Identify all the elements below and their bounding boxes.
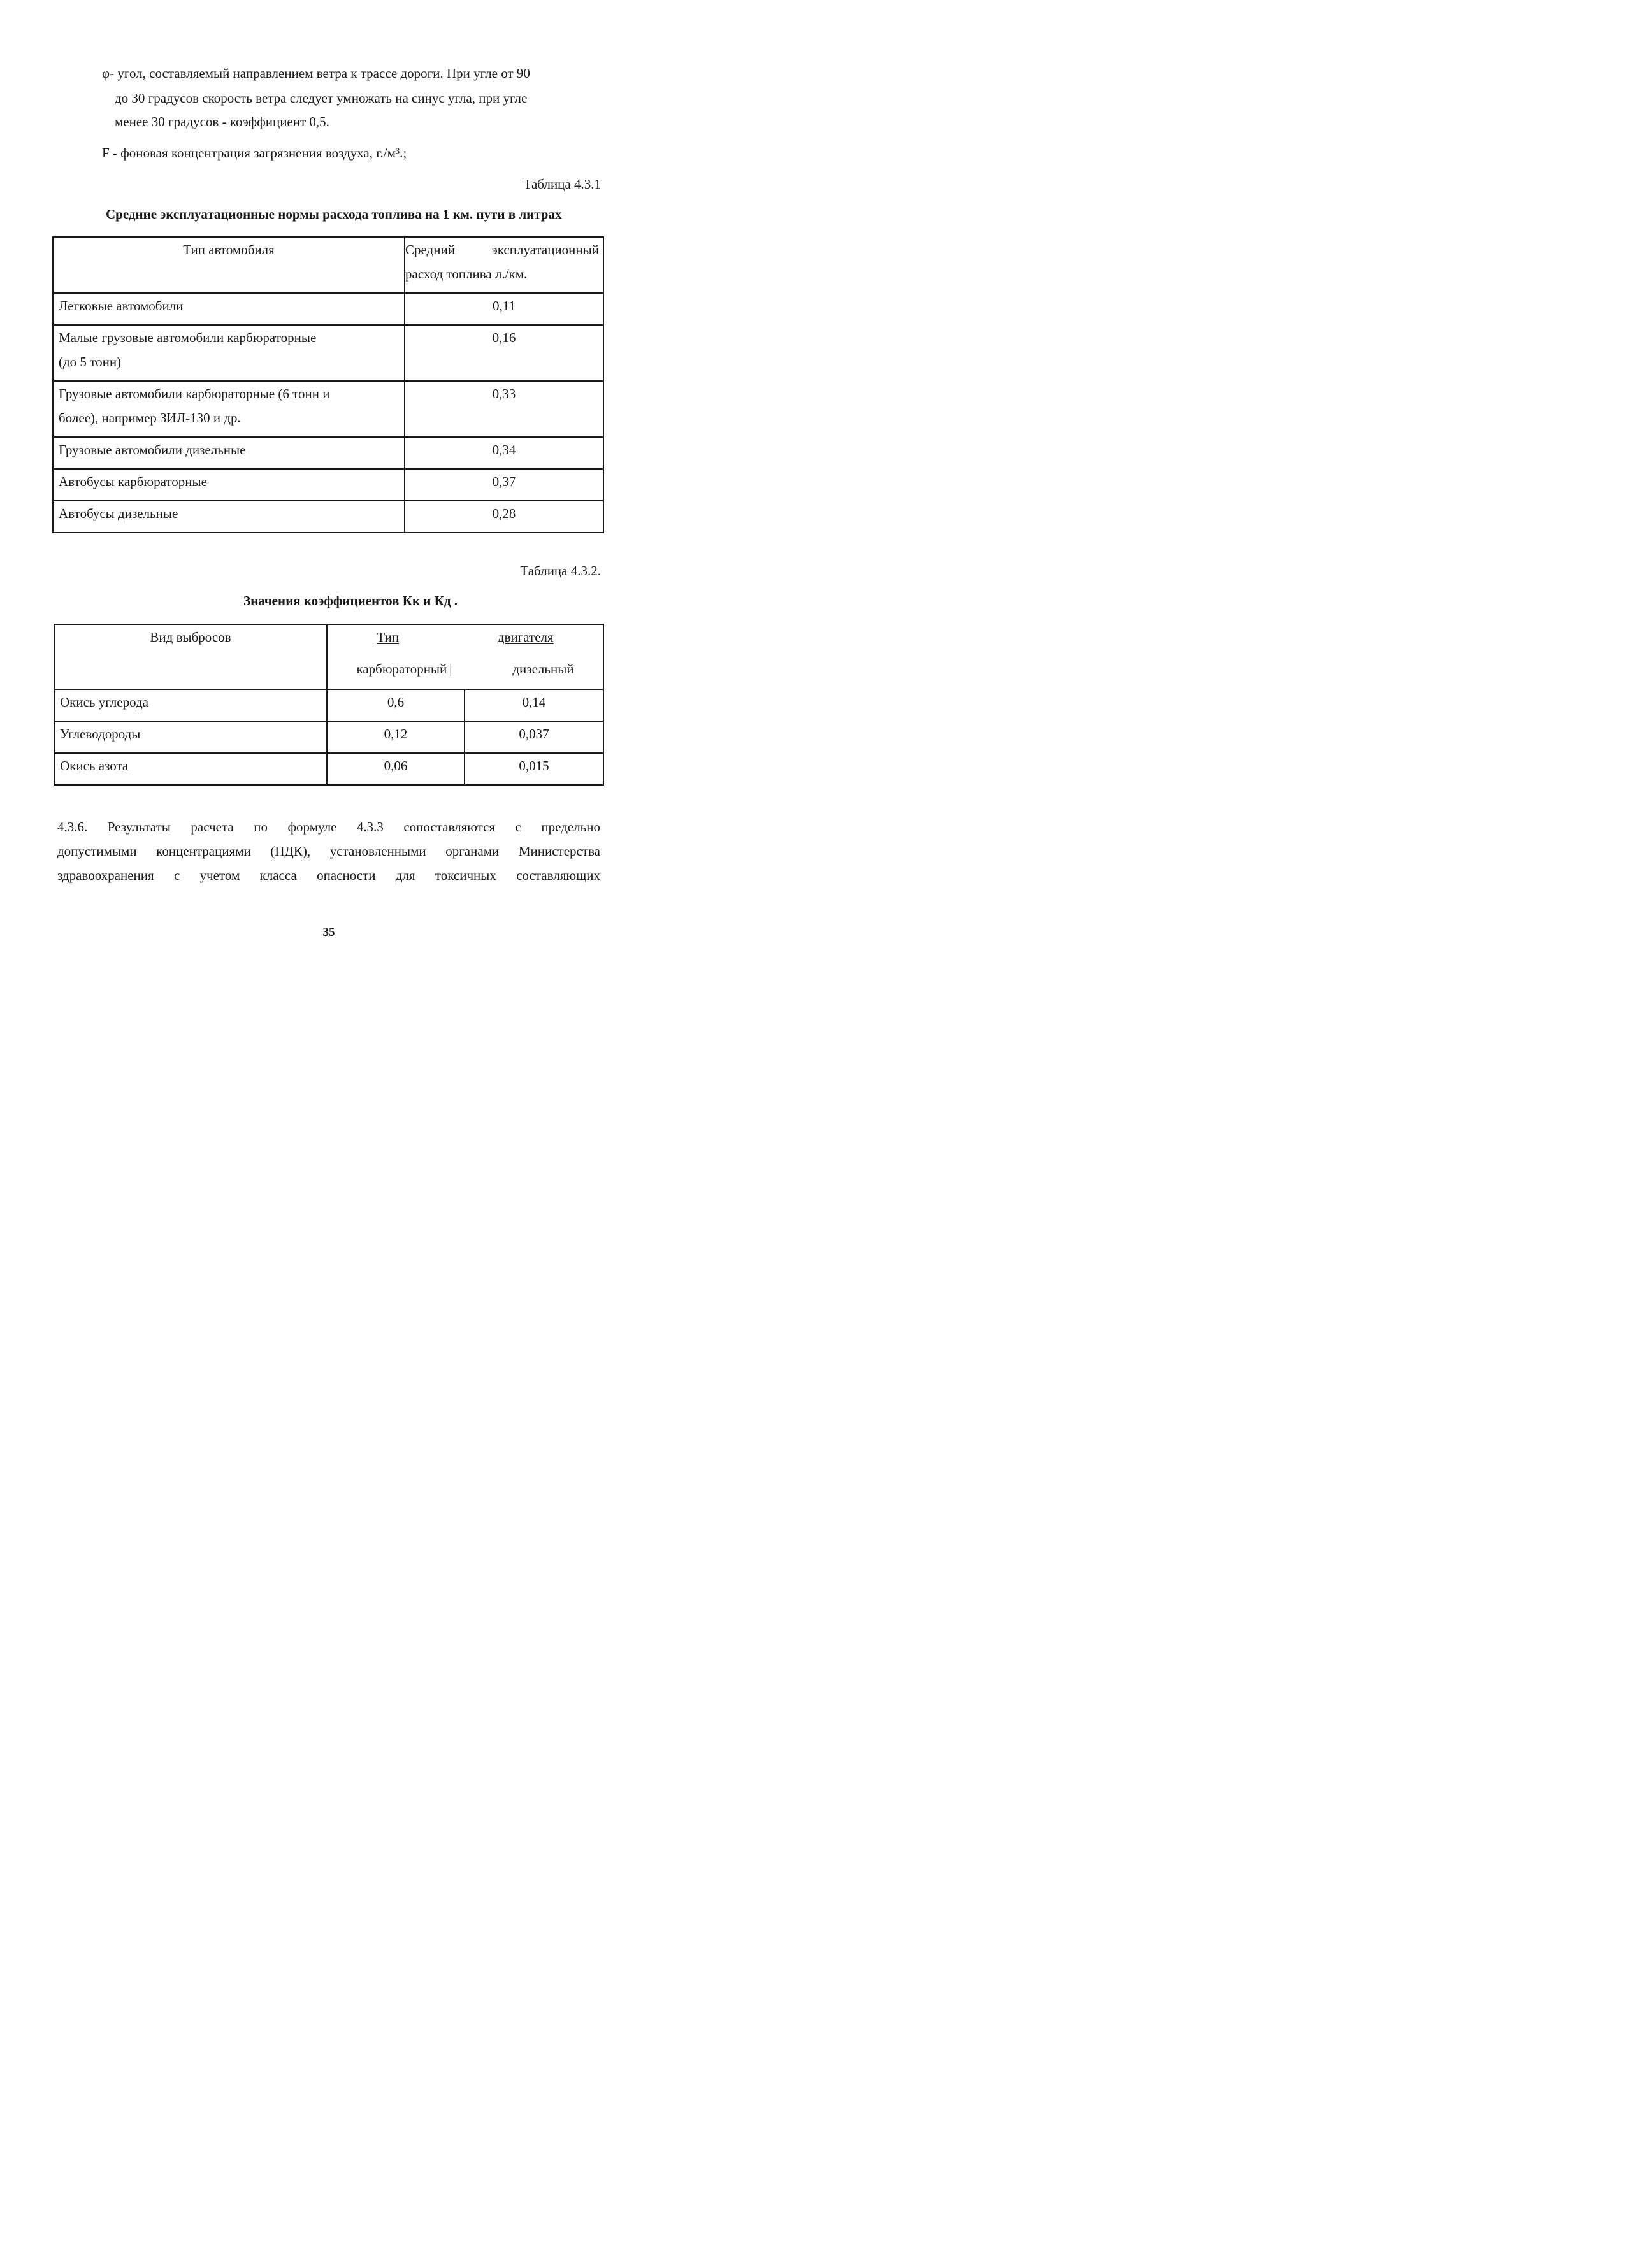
intro-line-1: φ- угол, составляемый направлением ветра к трассе дороги. При угле от 90 bbox=[102, 66, 530, 81]
vehicle-name: Автобусы дизельные bbox=[53, 501, 405, 533]
table1-title: Средние эксплуатационные нормы расхода топлива на 1 км. пути в литрах bbox=[106, 206, 562, 222]
intro-line-2: до 30 градусов скорость ветра следует умножать на синус угла, при угле bbox=[115, 90, 528, 106]
intro-line-4: F - фоновая концентрация загрязнения воздуха, г./м³.; bbox=[102, 145, 407, 161]
diesel-value: 0,14 bbox=[465, 689, 603, 721]
coefficients-table bbox=[54, 624, 604, 786]
fuel-value: 0,28 bbox=[405, 501, 603, 533]
table-row bbox=[53, 325, 603, 381]
header-carburetor: карбюраторный | bbox=[356, 661, 452, 677]
closing-line-3: здравоохранения с учетом класса опасности для токсичных составляющих bbox=[57, 868, 600, 883]
vehicle-name-line-2: более), например ЗИЛ-130 и др. bbox=[59, 410, 241, 426]
header-word-type: Тип bbox=[377, 629, 400, 645]
table-row bbox=[53, 437, 603, 469]
fuel-value: 0,33 bbox=[405, 381, 603, 437]
vehicle-name: Легковые автомобили bbox=[53, 293, 405, 325]
header-fuel-unit: расход топлива л./км. bbox=[405, 266, 528, 282]
table-row bbox=[53, 293, 603, 325]
table-row bbox=[54, 689, 603, 721]
vehicle-name: Автобусы карбюраторные bbox=[53, 469, 405, 501]
emission-name: Окись углерода bbox=[54, 689, 327, 721]
header-fuel-consumption bbox=[405, 237, 603, 293]
table-row bbox=[54, 753, 603, 785]
fuel-value: 0,37 bbox=[405, 469, 603, 501]
diesel-value: 0,037 bbox=[465, 721, 603, 753]
vehicle-name bbox=[53, 325, 405, 381]
page-number: 35 bbox=[322, 926, 335, 939]
table-row bbox=[53, 381, 603, 437]
document-page bbox=[0, 0, 733, 1021]
fuel-value: 0,34 bbox=[405, 437, 603, 469]
header-engine-subcolumns bbox=[328, 657, 603, 681]
carburetor-value: 0,6 bbox=[327, 689, 465, 721]
table1-header-row bbox=[53, 237, 603, 293]
fuel-consumption-table bbox=[52, 236, 604, 533]
vehicle-name-line-1: Малые грузовые автомобили карбюраторные bbox=[59, 330, 317, 345]
header-word-operational: эксплуатационный bbox=[491, 242, 599, 257]
intro-line-3: менее 30 градусов - коэффициент 0,5. bbox=[115, 114, 329, 129]
table2-label: Таблица 4.3.2. bbox=[520, 563, 601, 578]
emission-name: Углеводороды bbox=[54, 721, 327, 753]
carburetor-value: 0,12 bbox=[327, 721, 465, 753]
vehicle-name: Грузовые автомобили дизельные bbox=[53, 437, 405, 469]
header-emission-type: Вид выбросов bbox=[54, 624, 327, 689]
header-engine-type-line bbox=[328, 625, 603, 649]
header-engine-type bbox=[327, 624, 603, 689]
emission-name: Окись азота bbox=[54, 753, 327, 785]
vehicle-name-line-1: Грузовые автомобили карбюраторные (6 тонн и bbox=[59, 386, 330, 401]
table2-header-row bbox=[54, 624, 603, 689]
fuel-value: 0,16 bbox=[405, 325, 603, 381]
header-diesel: дизельный bbox=[512, 661, 574, 677]
vehicle-name bbox=[53, 381, 405, 437]
fuel-value: 0,11 bbox=[405, 293, 603, 325]
diesel-value: 0,015 bbox=[465, 753, 603, 785]
table-row bbox=[53, 469, 603, 501]
vehicle-name-line-2: (до 5 тонн) bbox=[59, 354, 122, 370]
header-vehicle-type: Тип автомобиля bbox=[53, 237, 405, 293]
table-row bbox=[54, 721, 603, 753]
closing-line-1: 4.3.6. Результаты расчета по формуле 4.3.3 сопоставляются с предельно bbox=[57, 819, 600, 835]
table-row bbox=[53, 501, 603, 533]
header-word-average: Средний bbox=[405, 242, 455, 257]
table2-title: Значения коэффициентов Кк и Кд . bbox=[243, 593, 458, 608]
carburetor-value: 0,06 bbox=[327, 753, 465, 785]
header-word-engine: двигателя bbox=[497, 629, 554, 645]
table1-label: Таблица 4.3.1 bbox=[523, 176, 601, 192]
closing-line-2: допустимыми концентрациями (ПДК), установленными органами Министерства bbox=[57, 843, 600, 859]
